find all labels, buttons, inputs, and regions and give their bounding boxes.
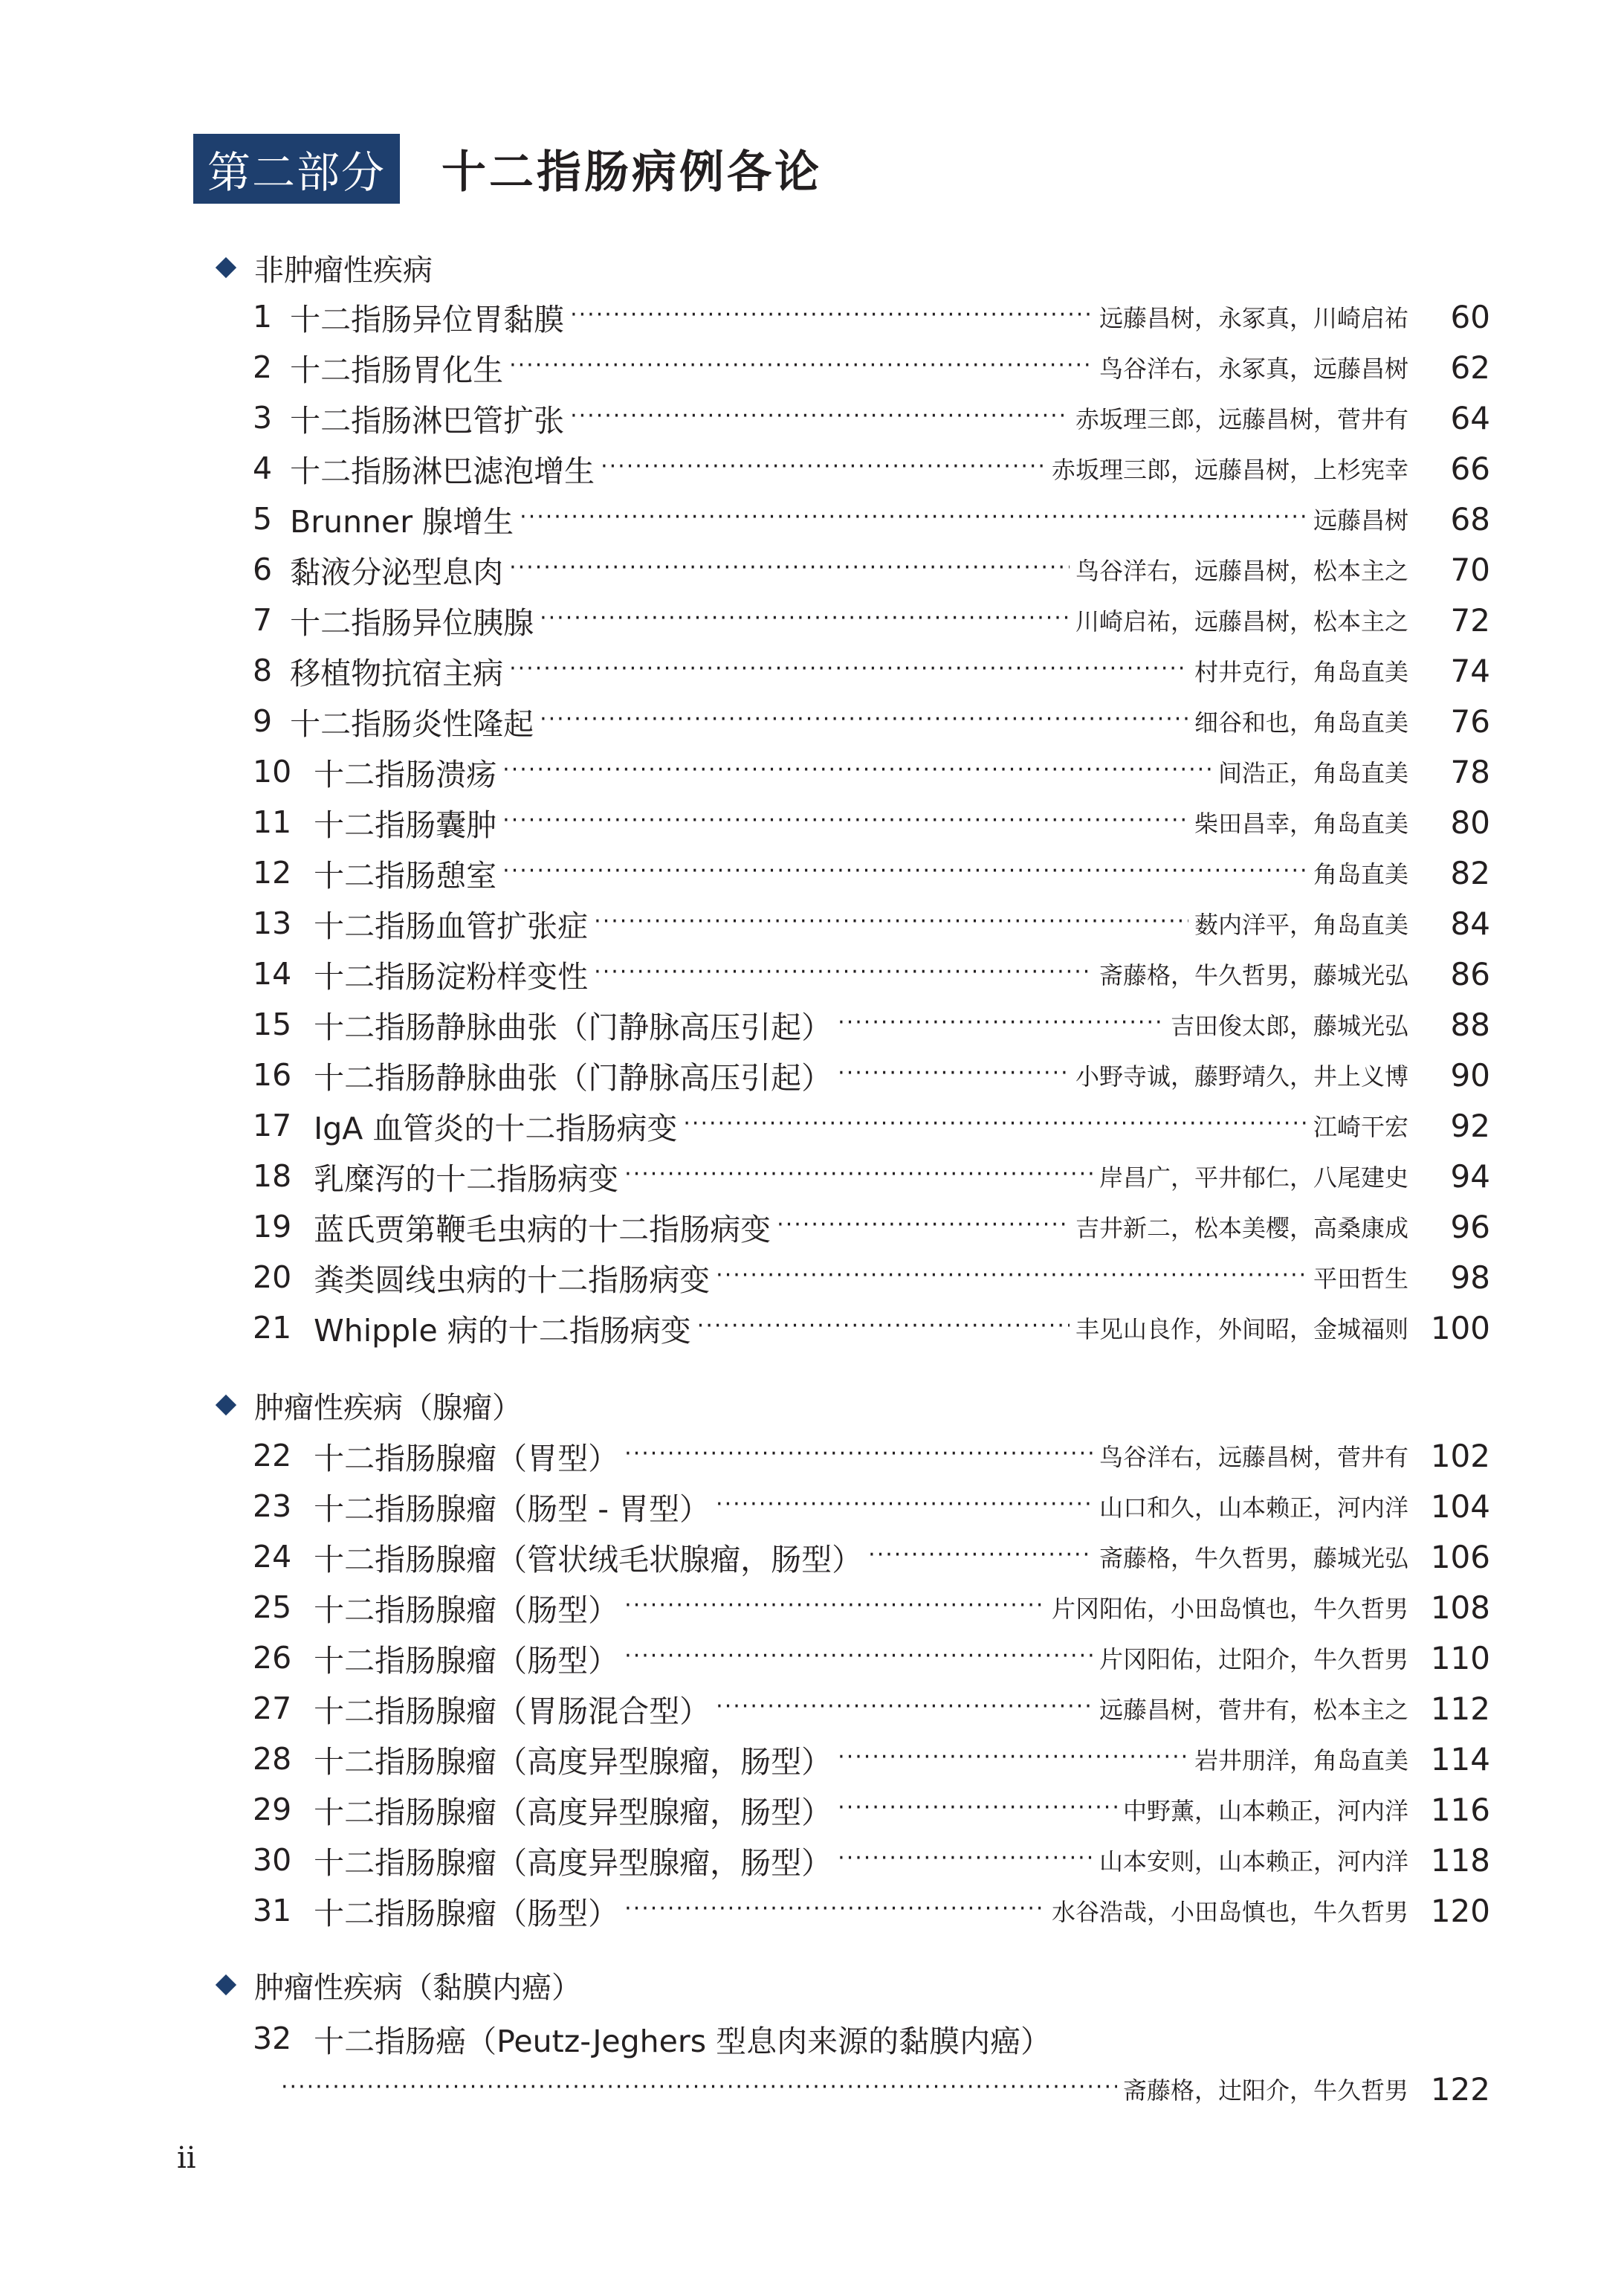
toc-entry[interactable] — [253, 598, 1490, 642]
dot-leader — [716, 1686, 1093, 1731]
entry-title: 十二指肠淋巴管扩张 — [290, 402, 565, 439]
toc-entry[interactable] — [253, 901, 1490, 946]
entry-number: 22 — [253, 1438, 292, 1473]
entry-title: 十二指肠血管扩张症 — [314, 908, 589, 944]
entry-page: 88 — [1450, 1006, 1490, 1043]
entry-page: 70 — [1450, 551, 1490, 588]
entry-title: 十二指肠腺瘤（胃型） — [314, 1440, 619, 1476]
entry-page: 120 — [1430, 1892, 1490, 1929]
entry-number: 21 — [253, 1310, 292, 1346]
toc-entry[interactable] — [253, 446, 1490, 491]
entry-authors: 鸟谷洋右，远藤昌树，松本主之 — [1075, 557, 1408, 585]
dot-leader — [683, 1103, 1307, 1148]
entry-authors: 远藤昌树 — [1313, 506, 1408, 535]
section-title: 肿瘤性疾病（腺瘤） — [254, 1390, 522, 1425]
entry-authors: 村井克行，角岛直美 — [1194, 658, 1408, 686]
entry-authors: 柴田昌幸，角岛直美 — [1194, 810, 1408, 838]
entry-page: 104 — [1430, 1488, 1490, 1525]
entry-page: 114 — [1430, 1740, 1490, 1777]
toc-entry[interactable] — [253, 648, 1490, 693]
entry-page: 76 — [1450, 703, 1490, 740]
dot-leader — [601, 446, 1046, 491]
entry-title: 十二指肠腺瘤（高度异型腺瘤，肠型） — [314, 1743, 832, 1780]
dot-leader — [716, 1255, 1307, 1299]
dot-leader — [838, 1787, 1117, 1832]
entry-number: 29 — [253, 1792, 292, 1827]
toc-entry[interactable] — [253, 1154, 1490, 1198]
entry-number: 11 — [253, 804, 292, 840]
entry-authors: 吉井新二，松本美樱，高桑康成 — [1075, 1214, 1408, 1242]
dot-leader — [868, 1534, 1093, 1579]
entry-number: 7 — [253, 602, 273, 638]
entry-number: 9 — [253, 703, 273, 739]
entry-number: 25 — [253, 1589, 292, 1625]
entry-authors: 岸昌广，平井郁仁，八尾建史 — [1099, 1163, 1408, 1192]
entry-page: 92 — [1450, 1107, 1490, 1144]
entry-authors: 远藤昌树，永冢真，川崎启祐 — [1099, 304, 1408, 332]
diamond-bullet-icon — [216, 257, 236, 278]
entry-page: 60 — [1450, 298, 1490, 335]
entry-number: 31 — [253, 1893, 292, 1928]
dot-leader — [502, 800, 1188, 845]
toc-entry[interactable] — [253, 952, 1490, 996]
entry-title: 粪类圆线虫病的十二指肠病变 — [314, 1262, 711, 1298]
entry-number: 24 — [253, 1539, 292, 1575]
entry-title: 十二指肠腺瘤（肠型） — [314, 1895, 619, 1931]
entry-title: 十二指肠胃化生 — [290, 352, 504, 388]
toc-entry[interactable] — [253, 1888, 1490, 1933]
entry-title: 十二指肠憩室 — [314, 857, 497, 894]
dot-leader — [624, 1585, 1046, 1630]
entry-page: 108 — [1430, 1589, 1490, 1626]
entry-title: 黏液分泌型息肉 — [290, 554, 504, 590]
entry-authors: 岩井朋洋，角岛直美 — [1194, 1746, 1408, 1775]
entry-page: 90 — [1450, 1056, 1490, 1094]
toc-entry[interactable] — [253, 1103, 1490, 1148]
entry-title: 十二指肠异位胃黏膜 — [290, 301, 565, 338]
entry-number: 28 — [253, 1741, 292, 1777]
entry-title: 十二指肠腺瘤（高度异型腺瘤，肠型） — [314, 1844, 832, 1881]
toc-entry[interactable] — [253, 1534, 1490, 1579]
entry-number: 32 — [253, 2021, 292, 2056]
entry-title: 十二指肠癌（Peutz-Jeghers 型息肉来源的黏膜内癌） — [314, 2023, 1052, 2059]
entry-authors: 远藤昌树，菅井有，松本主之 — [1099, 1696, 1408, 1724]
dot-leader — [509, 345, 1093, 390]
entry-authors: 小野寺诚，藤野靖久，井上义博 — [1075, 1062, 1408, 1091]
entry-number: 2 — [253, 349, 273, 385]
entry-page: 116 — [1430, 1791, 1490, 1828]
entry-number: 20 — [253, 1259, 292, 1295]
entry-page: 102 — [1430, 1437, 1490, 1474]
entry-page: 98 — [1450, 1259, 1490, 1296]
entry-number: 14 — [253, 956, 292, 992]
dot-leader — [697, 1305, 1070, 1350]
entry-number: 12 — [253, 855, 292, 891]
section-title: 肿瘤性疾病（黏膜内癌） — [254, 1970, 581, 2005]
entry-authors: 山本安则，山本赖正，河内洋 — [1099, 1847, 1408, 1876]
section-title: 非肿瘤性疾病 — [254, 253, 433, 288]
entry-authors: 赤坂理三郎，远藤昌树，菅井有 — [1075, 405, 1408, 433]
section-heading — [216, 245, 433, 290]
entry-authors: 细谷和也，角岛直美 — [1194, 708, 1408, 737]
entry-page: 110 — [1430, 1639, 1490, 1676]
dot-leader — [624, 1888, 1046, 1933]
dot-leader — [502, 850, 1307, 895]
toc-entry[interactable] — [253, 1585, 1490, 1630]
toc-entry[interactable] — [253, 1686, 1490, 1731]
page-number: ii — [177, 2141, 196, 2175]
toc-entry[interactable] — [253, 749, 1490, 794]
entry-page: 112 — [1430, 1690, 1490, 1727]
toc-entry[interactable] — [253, 1737, 1490, 1781]
entry-page: 64 — [1450, 399, 1490, 436]
toc-entry[interactable] — [253, 1204, 1490, 1249]
entry-authors: 间浩正，角岛直美 — [1217, 759, 1408, 787]
entry-number: 3 — [253, 400, 273, 436]
entry-authors: 水谷浩哉，小田岛慎也，牛久哲男 — [1051, 1898, 1408, 1926]
dot-leader — [540, 699, 1188, 743]
toc-entry[interactable] — [253, 1484, 1490, 1528]
entry-authors: 斋藤格，牛久哲男，藤城光弘 — [1099, 1544, 1408, 1572]
dot-leader — [838, 1838, 1093, 1882]
entry-title: 十二指肠腺瘤（管状绒毛状腺瘤，肠型） — [314, 1541, 863, 1578]
dot-leader — [594, 952, 1093, 996]
entry-title: 蓝氏贾第鞭毛虫病的十二指肠病变 — [314, 1211, 771, 1247]
part-label: 第二部分 — [193, 134, 400, 204]
toc-entry[interactable] — [253, 345, 1490, 390]
entry-authors: 平田哲生 — [1313, 1265, 1408, 1293]
dot-leader — [838, 1053, 1070, 1097]
entry-title: 十二指肠异位胰腺 — [290, 604, 534, 641]
entry-number: 19 — [253, 1209, 292, 1244]
entry-title: 十二指肠腺瘤（胃肠混合型） — [314, 1693, 711, 1729]
entry-page: 68 — [1450, 500, 1490, 537]
entry-page: 66 — [1450, 450, 1490, 487]
diamond-bullet-icon — [216, 1395, 236, 1415]
dot-leader — [716, 1484, 1093, 1528]
dot-leader — [624, 1635, 1093, 1680]
entry-authors: 江崎干宏 — [1313, 1113, 1408, 1141]
entry-page: 72 — [1450, 601, 1490, 639]
entry-page: 106 — [1430, 1538, 1490, 1575]
toc-entry[interactable] — [253, 699, 1490, 743]
entry-page: 74 — [1450, 652, 1490, 689]
part-title: 十二指肠病例各论 — [441, 146, 822, 198]
dot-leader — [624, 1154, 1093, 1198]
toc-entry[interactable] — [253, 1002, 1490, 1047]
toc-entry[interactable] — [253, 395, 1490, 440]
entry-title: 十二指肠溃疡 — [314, 756, 497, 792]
entry-number: 10 — [253, 754, 292, 789]
entry-title: 移植物抗宿主病 — [290, 655, 504, 691]
entry-number: 23 — [253, 1488, 292, 1524]
entry-title: 十二指肠腺瘤（肠型） — [314, 1592, 619, 1628]
entry-title: 十二指肠淀粉样变性 — [314, 958, 589, 995]
entry-number: 16 — [253, 1057, 292, 1093]
entry-title: 十二指肠淋巴滤泡增生 — [290, 453, 595, 489]
section-heading — [216, 1963, 581, 2007]
dot-leader — [777, 1204, 1070, 1249]
entry-number: 13 — [253, 905, 292, 941]
toc-entry[interactable] — [253, 497, 1490, 541]
dot-leader — [624, 1433, 1093, 1478]
entry-authors: 川崎启祐，远藤昌树，松本主之 — [1075, 607, 1408, 636]
entry-number: 1 — [253, 299, 273, 335]
dot-leader — [502, 749, 1212, 794]
diamond-bullet-icon — [216, 1974, 236, 1995]
entry-title: 乳糜泻的十二指肠病变 — [314, 1160, 619, 1197]
toc-entry[interactable] — [253, 1433, 1490, 1478]
entry-number: 17 — [253, 1108, 292, 1143]
entry-page: 78 — [1450, 753, 1490, 790]
dot-leader — [509, 547, 1070, 592]
entry-authors: 赤坂理三郎，远藤昌树，上杉宪幸 — [1051, 456, 1408, 484]
entry-authors: 山口和久，山本赖正，河内洋 — [1099, 1494, 1408, 1522]
entry-number: 15 — [253, 1007, 292, 1042]
toc-entry[interactable] — [253, 547, 1490, 592]
toc-entry[interactable] — [253, 1787, 1490, 1832]
dot-leader — [509, 648, 1188, 693]
entry-authors: 吉田俊太郎，藤城光弘 — [1170, 1012, 1408, 1040]
entry-title: 十二指肠炎性隆起 — [290, 705, 534, 742]
toc-entry[interactable] — [253, 294, 1490, 339]
entry-authors: 鸟谷洋右，远藤昌树，菅井有 — [1099, 1443, 1408, 1471]
entry-authors: 斋藤格，辻阳介，牛久哲男 — [1122, 2076, 1408, 2105]
entry-number: 30 — [253, 1842, 292, 1878]
entry-authors: 薮内洋平，角岛直美 — [1194, 911, 1408, 939]
toc-entry[interactable] — [253, 2016, 1490, 2061]
dot-leader — [838, 1737, 1188, 1781]
entry-title: 十二指肠囊肿 — [314, 807, 497, 843]
toc-entry[interactable] — [253, 850, 1490, 895]
entry-page: 100 — [1430, 1309, 1490, 1346]
part-header — [193, 134, 822, 204]
entry-number: 8 — [253, 653, 273, 688]
toc-entry[interactable] — [253, 1838, 1490, 1882]
entry-page: 94 — [1450, 1157, 1490, 1195]
entry-authors: 角岛直美 — [1313, 860, 1408, 888]
dot-leader — [520, 497, 1307, 541]
entry-number: 5 — [253, 501, 273, 537]
entry-authors: 片冈阳佑，小田岛慎也，牛久哲男 — [1051, 1595, 1408, 1623]
section-heading — [216, 1383, 522, 1427]
toc-entry[interactable] — [253, 1255, 1490, 1299]
toc-entry[interactable] — [253, 1053, 1490, 1097]
entry-number: 18 — [253, 1158, 292, 1194]
entry-title: Brunner 腺增生 — [290, 503, 514, 540]
entry-title: IgA 血管炎的十二指肠病变 — [314, 1110, 678, 1146]
entry-title: 十二指肠静脉曲张（门静脉高压引起） — [314, 1009, 832, 1045]
entry-title: 十二指肠腺瘤（肠型 - 胃型） — [314, 1491, 711, 1527]
entry-number: 26 — [253, 1640, 292, 1676]
dot-leader — [594, 901, 1188, 946]
dot-leader — [570, 294, 1093, 339]
entry-page: 122 — [1430, 2070, 1490, 2108]
entry-title: 十二指肠静脉曲张（门静脉高压引起） — [314, 1059, 832, 1096]
entry-page: 96 — [1450, 1208, 1490, 1245]
entry-authors: 鸟谷洋右，永冢真，远藤昌树 — [1099, 355, 1408, 383]
entry-number: 4 — [253, 451, 273, 486]
entry-page: 80 — [1450, 804, 1490, 841]
entry-title: 十二指肠腺瘤（肠型） — [314, 1642, 619, 1679]
entry-page: 62 — [1450, 349, 1490, 386]
entry-page: 118 — [1430, 1841, 1490, 1879]
entry-page: 86 — [1450, 955, 1490, 992]
entry-page: 82 — [1450, 854, 1490, 891]
toc-entry[interactable] — [253, 1635, 1490, 1680]
dot-leader — [540, 598, 1070, 642]
entry-number: 6 — [253, 552, 273, 587]
dot-leader — [570, 395, 1070, 440]
entry-number: 27 — [253, 1691, 292, 1726]
toc-entry[interactable] — [253, 800, 1490, 845]
entry-authors: 丰见山良作，外间昭，金城福则 — [1075, 1315, 1408, 1343]
entry-title: 十二指肠腺瘤（高度异型腺瘤，肠型） — [314, 1794, 832, 1830]
dot-leader — [838, 1002, 1165, 1047]
toc-entry[interactable] — [253, 1305, 1490, 1350]
dot-leader — [281, 2067, 1117, 2111]
entry-authors: 片冈阳佑，辻阳介，牛久哲男 — [1099, 1645, 1408, 1673]
entry-title: Whipple 病的十二指肠病变 — [314, 1312, 691, 1349]
entry-page: 84 — [1450, 905, 1490, 942]
entry-authors: 中野薰，山本赖正，河内洋 — [1122, 1797, 1408, 1825]
toc-entry-continuation — [275, 2067, 1490, 2111]
entry-authors: 斋藤格，牛久哲男，藤城光弘 — [1099, 961, 1408, 989]
